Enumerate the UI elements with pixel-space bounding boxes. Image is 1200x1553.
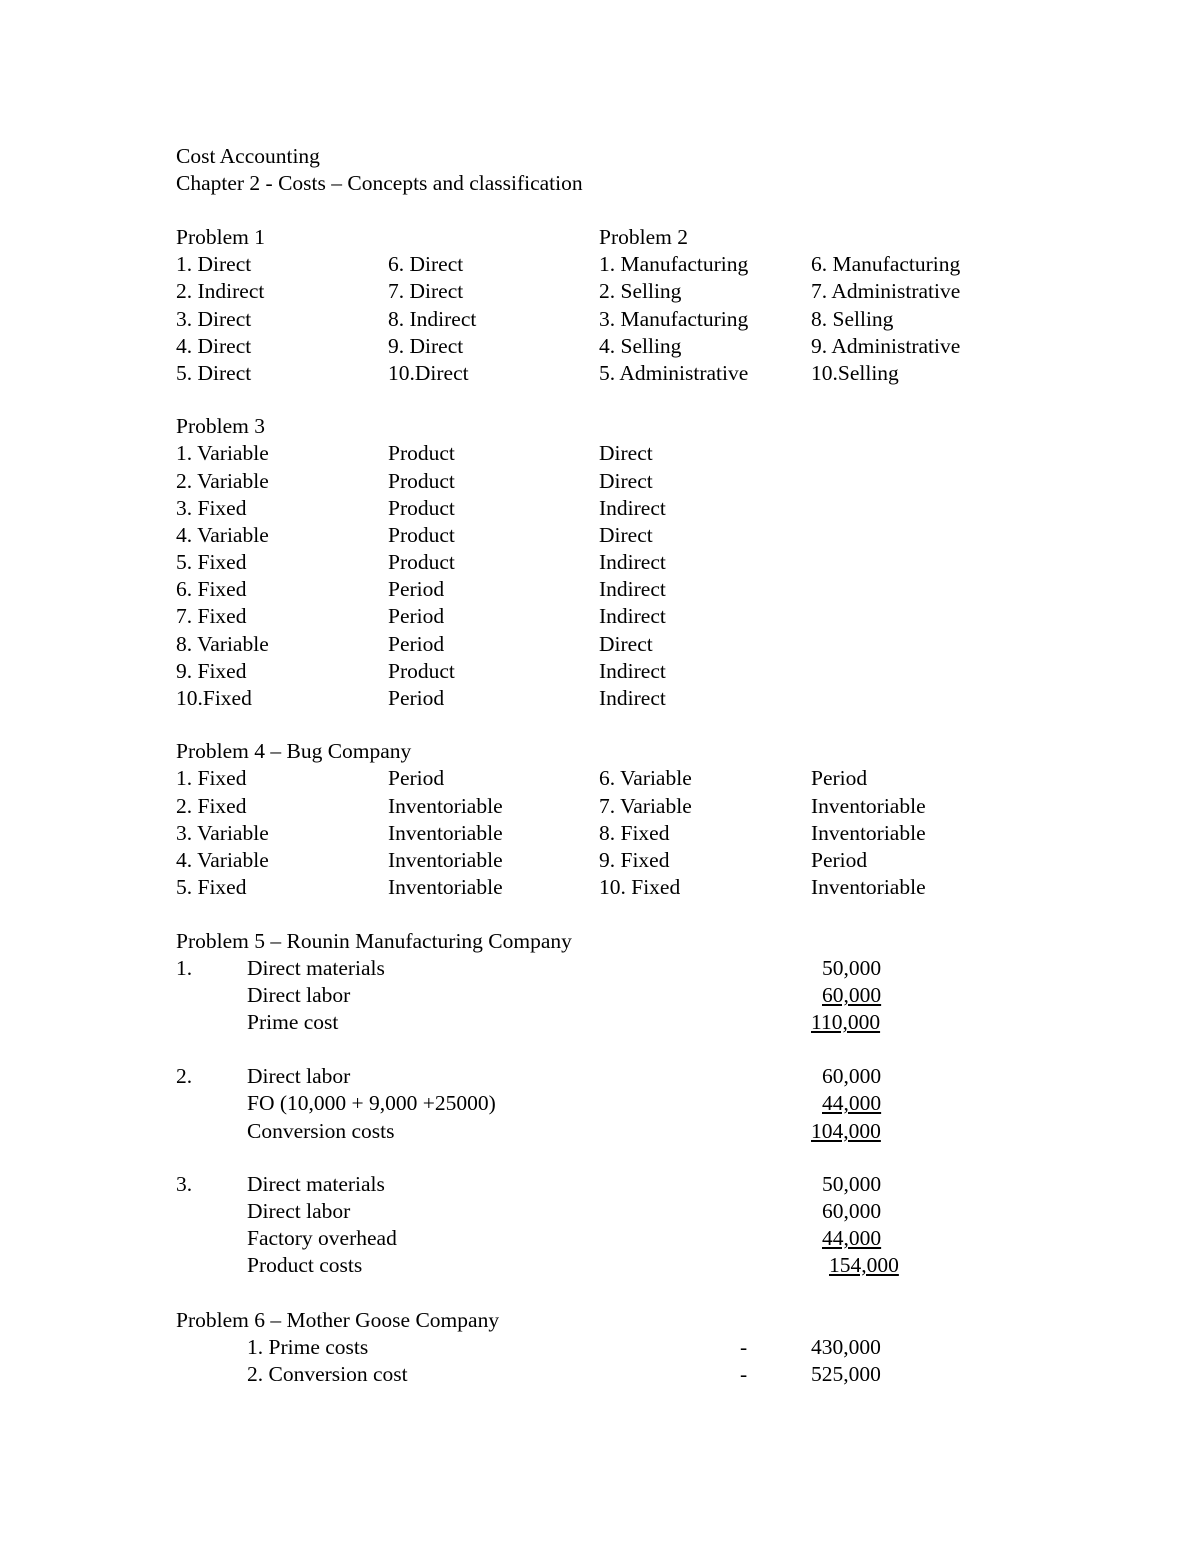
p4-cell: Inventoriable xyxy=(811,794,926,818)
p3-traceability: Direct xyxy=(599,469,653,493)
p4-cell: Period xyxy=(811,848,868,872)
problem-4-title: Problem 4 – Bug Company xyxy=(176,739,412,763)
p4-cell: Inventoriable xyxy=(388,821,503,845)
p5-line-value: 50,000 xyxy=(822,1172,882,1196)
p3-type: Product xyxy=(388,441,455,465)
course-title: Cost Accounting xyxy=(176,144,320,168)
p3-type: Product xyxy=(388,550,455,574)
p6-line-label: 1. Prime costs xyxy=(247,1335,369,1359)
problem-3-title: Problem 3 xyxy=(176,414,265,438)
p5-part-number: 1. xyxy=(176,956,193,980)
p2-item: 7. Administrative xyxy=(811,279,961,303)
p3-type: Product xyxy=(388,523,455,547)
p5-line-label: Product costs xyxy=(247,1253,363,1277)
p4-cell: 4. Variable xyxy=(176,848,269,872)
p1-item: 8. Indirect xyxy=(388,307,477,331)
p1-item: 2. Indirect xyxy=(176,279,265,303)
p4-cell: Period xyxy=(388,766,445,790)
p3-traceability: Indirect xyxy=(599,604,666,628)
p6-line-label: 2. Conversion cost xyxy=(247,1362,408,1386)
p5-line-label: Conversion costs xyxy=(247,1119,395,1143)
p1-item: 6. Direct xyxy=(388,252,464,276)
p4-cell: Period xyxy=(811,766,868,790)
p2-item: 9. Administrative xyxy=(811,334,961,358)
p3-traceability: Indirect xyxy=(599,550,666,574)
p5-line-value: 50,000 xyxy=(822,956,882,980)
p4-cell: Inventoriable xyxy=(811,875,926,899)
p5-line-label: Direct labor xyxy=(247,1199,351,1223)
p3-traceability: Direct xyxy=(599,523,653,547)
problem-2-title: Problem 2 xyxy=(599,225,688,249)
p3-behavior: 9. Fixed xyxy=(176,659,247,683)
p6-dash: - xyxy=(740,1335,748,1359)
p5-line-label: Direct materials xyxy=(247,1172,385,1196)
p5-line-label: Prime cost xyxy=(247,1010,339,1034)
p6-line-value: 525,000 xyxy=(811,1362,881,1386)
p5-part-number: 3. xyxy=(176,1172,193,1196)
p2-item: 10.Selling xyxy=(811,361,899,385)
p3-traceability: Indirect xyxy=(599,686,666,710)
chapter-title: Chapter 2 - Costs – Concepts and classification xyxy=(176,171,583,195)
p5-total-value: 154,000 xyxy=(829,1253,899,1277)
p2-item: 3. Manufacturing xyxy=(599,307,749,331)
p3-traceability: Direct xyxy=(599,441,653,465)
p4-cell: 3. Variable xyxy=(176,821,269,845)
p4-cell: 7. Variable xyxy=(599,794,692,818)
p2-item: 6. Manufacturing xyxy=(811,252,961,276)
p4-cell: 5. Fixed xyxy=(176,875,247,899)
p3-traceability: Indirect xyxy=(599,496,666,520)
p3-type: Product xyxy=(388,659,455,683)
problem-5-title: Problem 5 – Rounin Manufacturing Company xyxy=(176,929,572,953)
p4-cell: 10. Fixed xyxy=(599,875,681,899)
p5-line-label: Direct labor xyxy=(247,983,351,1007)
p5-line-value: 60,000 xyxy=(822,983,882,1007)
p3-traceability: Indirect xyxy=(599,577,666,601)
p3-behavior: 5. Fixed xyxy=(176,550,247,574)
p5-line-value: 60,000 xyxy=(822,1064,882,1088)
p4-cell: Inventoriable xyxy=(388,848,503,872)
p3-type: Period xyxy=(388,632,445,656)
p4-cell: 6. Variable xyxy=(599,766,692,790)
p3-traceability: Direct xyxy=(599,632,653,656)
p1-item: 1. Direct xyxy=(176,252,252,276)
p5-line-label: Direct labor xyxy=(247,1064,351,1088)
p5-line-label: FO (10,000 + 9,000 +25000) xyxy=(247,1091,496,1115)
p1-item: 10.Direct xyxy=(388,361,469,385)
p2-item: 8. Selling xyxy=(811,307,894,331)
p3-behavior: 6. Fixed xyxy=(176,577,247,601)
p5-total-value: 104,000 xyxy=(811,1119,881,1143)
p5-line-label: Factory overhead xyxy=(247,1226,397,1250)
p3-behavior: 1. Variable xyxy=(176,441,269,465)
p4-cell: 1. Fixed xyxy=(176,766,247,790)
p3-behavior: 10.Fixed xyxy=(176,686,252,710)
p5-line-label: Direct materials xyxy=(247,956,385,980)
p5-line-value: 44,000 xyxy=(822,1226,882,1250)
p2-item: 5. Administrative xyxy=(599,361,749,385)
p3-behavior: 4. Variable xyxy=(176,523,269,547)
p4-cell: 9. Fixed xyxy=(599,848,670,872)
p4-cell: 2. Fixed xyxy=(176,794,247,818)
p4-cell: 8. Fixed xyxy=(599,821,670,845)
p4-cell: Inventoriable xyxy=(388,875,503,899)
p3-behavior: 3. Fixed xyxy=(176,496,247,520)
p3-type: Period xyxy=(388,577,445,601)
p1-item: 7. Direct xyxy=(388,279,464,303)
p3-type: Product xyxy=(388,496,455,520)
p5-part-number: 2. xyxy=(176,1064,193,1088)
p1-item: 3. Direct xyxy=(176,307,252,331)
problem-1-title: Problem 1 xyxy=(176,225,265,249)
p3-type: Product xyxy=(388,469,455,493)
p3-behavior: 8. Variable xyxy=(176,632,269,656)
p4-cell: Inventoriable xyxy=(388,794,503,818)
p3-type: Period xyxy=(388,686,445,710)
p6-line-value: 430,000 xyxy=(811,1335,881,1359)
p1-item: 4. Direct xyxy=(176,334,252,358)
p3-type: Period xyxy=(388,604,445,628)
p6-dash: - xyxy=(740,1362,748,1386)
p5-line-value: 60,000 xyxy=(822,1199,882,1223)
problem-6-title: Problem 6 – Mother Goose Company xyxy=(176,1308,500,1332)
p3-behavior: 2. Variable xyxy=(176,469,269,493)
p3-traceability: Indirect xyxy=(599,659,666,683)
p3-behavior: 7. Fixed xyxy=(176,604,247,628)
p2-item: 4. Selling xyxy=(599,334,682,358)
p1-item: 9. Direct xyxy=(388,334,464,358)
p2-item: 1. Manufacturing xyxy=(599,252,749,276)
p5-total-value: 110,000 xyxy=(811,1010,881,1034)
p5-line-value: 44,000 xyxy=(822,1091,882,1115)
p1-item: 5. Direct xyxy=(176,361,252,385)
p4-cell: Inventoriable xyxy=(811,821,926,845)
p2-item: 2. Selling xyxy=(599,279,682,303)
